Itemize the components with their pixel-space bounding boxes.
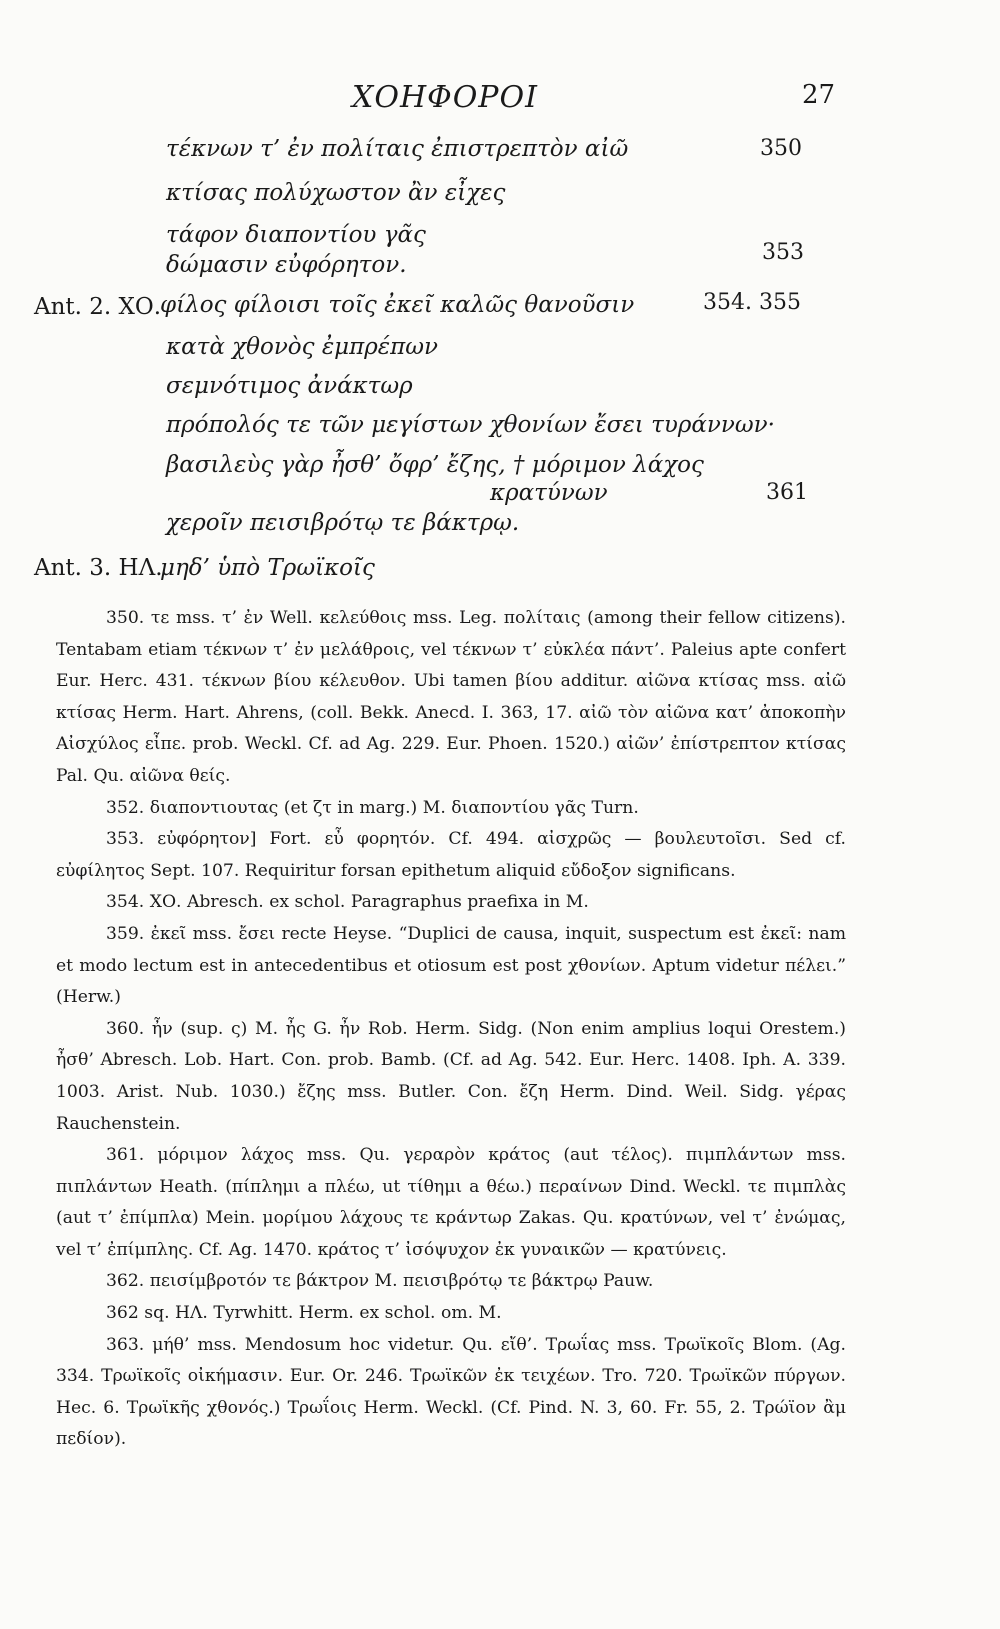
note-354: 354. ΧΟ. Abresch. ex schol. Paragraphus praefixa in M. [106,892,589,913]
note-350: 350. τε mss. τ’ ἐν Well. κελεύθοις mss. Leg. πολίταις (among their fellow citizens). Tentabam etiam τέκνων τ’ ἐν μελάθροις, vel τέκνων τ’ εὐκλέα πάντ’. Paleius apte confert Eur. Herc. 431. τέκνων βίου κέλευθον. Ubi tamen βίου additur. αἰῶνα κτίσας mss. αἰῶ κτίσας Herm. Hart. Ahrens, (coll. Bekk. Anecd. I. 363, 17. αἰῶ τὸν αἰῶνα κατ’ ἀποκοπὴν Αἰσχύλος εἶπε. prob. Weckl. Cf. ad Ag. 229. Eur. Phoen. 1520.) αἰῶν’ ἐπίστρεπτον κτίσας Pal. Qu. αἰῶνα θείς. [56,608,846,786]
verse-line: σεμνότιμος ἀνάκτωρ [166,373,413,399]
verse-line: κατὰ χθονὸς ἐμπρέπων [166,334,438,360]
verse-line: χεροῖν πεισιβρότῳ τε βάκτρῳ. [166,510,520,536]
verse-line: μηδ’ ὑπὸ Τρωϊκοῖς [160,555,375,581]
line-number: 353 [762,240,804,265]
note-362: 362. πεισίμβροτόν τε βάκτρον M. πεισιβρότῳ τε βάκτρῳ Pauw. [106,1271,654,1292]
note-360: 360. ἦν (sup. ς) M. ἦς G. ἦν Rob. Herm. Sidg. (Non enim amplius loqui Orestem.) ἦσθ’ Abresch. Lob. Hart. Con. prob. Bamb. (Cf. ad Ag. 542. Eur. Herc. 1408. Iph. A. 339. 1003. Arist. Nub. 1030.) ἔζης mss. Butler. Con. ἔζη Herm. Dind. Weil. Sidg. γέρας Rauchenstein. [56,1018,846,1134]
note-363: 363. μήθ’ mss. Mendosum hoc videtur. Qu. εἴθ’. Τρωΐας mss. Τρωϊκοῖς Blom. (Ag. 334. Τρωϊκοῖς οἰκήμασιν. Eur. Or. 246. Τρωϊκῶν ἐκ τειχέων. Tro. 720. Τρωϊκῶν πύργων. Hec. 6. Τρωϊκῆς χθονός.) Τρωΐοις Herm. Weckl. (Cf. Pind. N. 3, 60. Fr. 55, 2. Τρώϊον ἂμ πεδίον). [56,1334,846,1450]
line-number: 354. 355 [703,290,801,315]
verse-line: κτίσας πολύχωστον ἂν εἶχες [166,180,506,206]
verse-line: πρόπολός τε τῶν μεγίστων χθονίων ἔσει τυράννων· [166,412,775,438]
page-number: 27 [802,80,836,110]
note-352: 352. διαποντιουτας (et ζτ in marg.) M. διαποντίου γᾶς Turn. [106,797,639,818]
note-359: 359. ἐκεῖ mss. ἔσει recte Heyse. “Duplici de causa, inquit, suspectum est ἐκεῖ: nam et modo lectum est in antecedentibus et otiosum est post χθονίων. Aptum videtur πέλει.” (Herw.) [56,923,846,1008]
verse-line: δώμασιν εὐφόρητον. [166,252,407,278]
verse-line: τέκνων τ’ ἐν πολίταις ἐπιστρεπτὸν αἰῶ [166,136,629,162]
critical-apparatus [56,603,846,1456]
speaker-label: Ant. 2. ΧΟ. [34,294,162,320]
line-number: 350 [760,136,802,161]
note-362-sq: 362 sq. ΗΛ. Tyrwhitt. Herm. ex schol. om. M. [106,1303,502,1324]
line-number: 361 [766,480,808,505]
verse-line: φίλος φίλοισι τοῖς ἐκεῖ καλῶς θανοῦσιν [160,292,635,318]
verse-line: τάφον διαποντίου γᾶς [166,222,426,248]
verse-line: βασιλεὺς γὰρ ἦσθ’ ὄφρ’ ἔζης, † μόριμον λάχος [166,452,704,478]
note-361: 361. μόριμον λάχος mss. Qu. γεραρὸν κράτος (aut τέλος). πιμπλάντων mss. πιπλάντων Heath. (πίπλημι a πλέω, ut τίθημι a θέω.) περαίνων Dind. Weckl. τε πιμπλὰς (aut τ’ ἐπίμπλα) Mein. μορίμου λάχους τε κράντωρ Zakas. Qu. κρατύνων, vel τ’ ἐνώμας, vel τ’ ἐπίμπλης. Cf. Ag. 1470. κράτος τ’ ἰσόψυχον ἐκ γυναικῶν — κρατύνεις. [56,1145,846,1260]
verse-line: κρατύνων [490,480,608,506]
speaker-label: Ant. 3. ΗΛ. [34,555,163,581]
note-353: 353. εὐφόρητον] Fort. εὖ φορητόν. Cf. 494. αἰσχρῶς — βουλευτοῖσι. Sed cf. εὐφίλητος Sept. 107. Requiritur forsan epithetum aliquid εὔδοξον significans. [56,829,846,881]
running-head-title: ΧΟΗΦΟΡΟΙ [352,80,538,115]
